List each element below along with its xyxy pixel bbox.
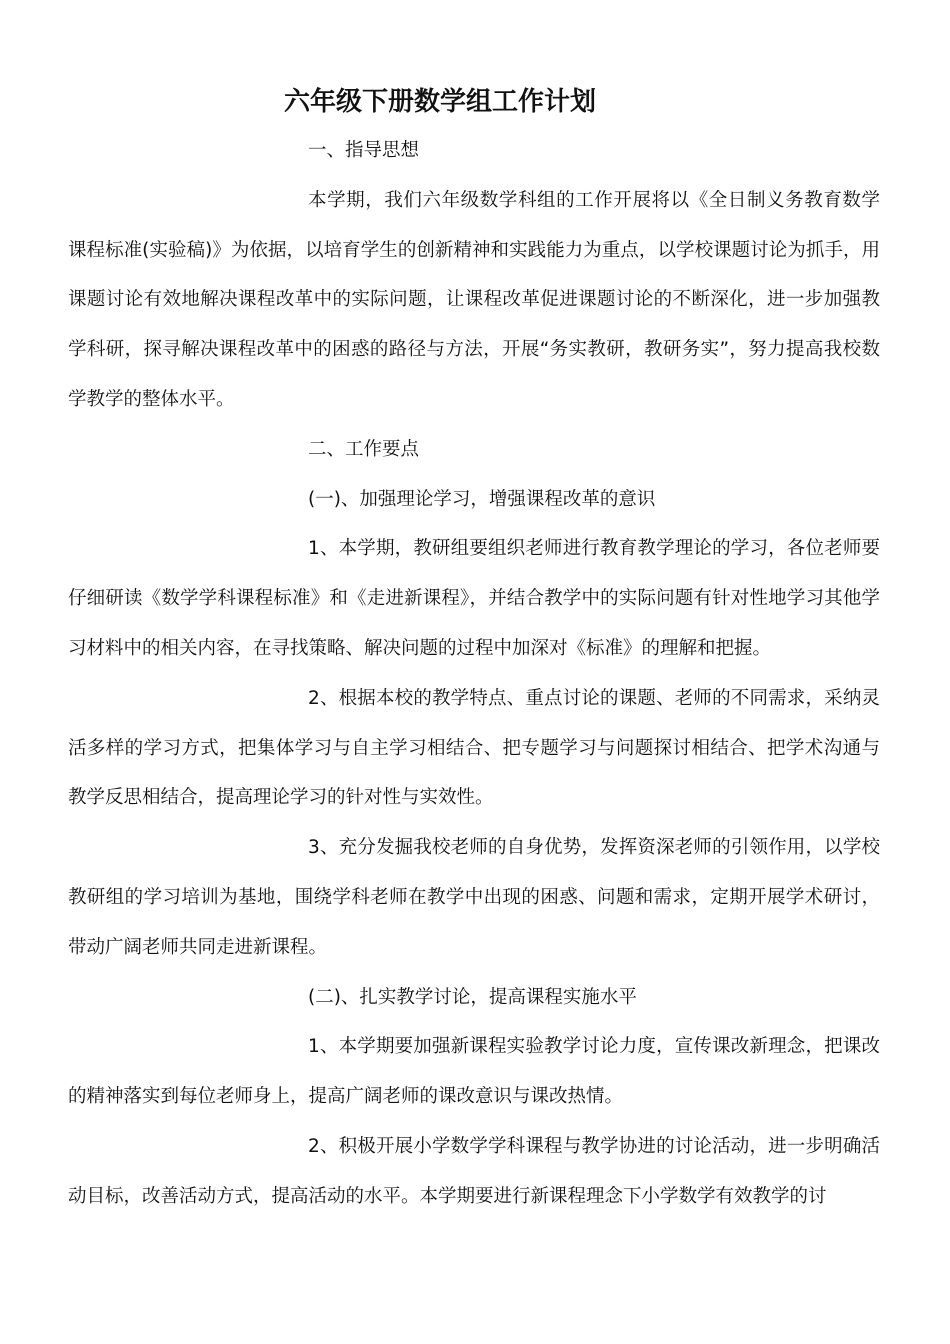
section-heading-work-points: 二、工作要点 [308, 438, 420, 460]
paragraph-guiding-ideology: 本学期，我们六年级数学科组的工作开展将以《全日制义务教育数学课程标准(实验稿)》为依据，以培育学生的创新精神和实践能力为重点，以学校课题讨论为抓手，用课题讨论有效地解决课程改革中的实际问题，让课程改革促进课题讨论的不断深化，进一步加强教学科研，探寻解决课程改革中的困惑的路径与方法，开展“务实教研，教研务实”，努力提高我校数学教学的整体水平。 [68, 189, 880, 410]
paragraph-theory-study-3: 3、充分发掘我校老师的自身优势，发挥资深老师的引领作用，以学校教研组的学习培训为基地，围绕学科老师在教学中出现的困惑、问题和需求，定期开展学术研讨，带动广阔老师共同走进新课程。 [68, 837, 880, 958]
document-body [68, 126, 880, 1222]
subsection-heading-teaching-research: (二)、扎实教学讨论，提高课程实施水平 [308, 986, 637, 1008]
paragraph-teaching-research-2: 2、积极开展小学数学学科课程与教学协进的讨论活动，进一步明确活动目标，改善活动方式，提高活动的水平。本学期要进行新课程理念下小学数学有效教学的讨 [68, 1135, 880, 1207]
paragraph-theory-study-2: 2、根据本校的教学特点、重点讨论的课题、老师的不同需求，采纳灵活多样的学习方式，把集体学习与自主学习相结合、把专题学习与问题探讨相结合、把学术沟通与教学反思相结合，提高理论学习的针对性与实效性。 [68, 687, 880, 809]
section-heading-guiding-ideology: 一、指导思想 [308, 140, 420, 161]
subsection-heading-theory-study: (一)、加强理论学习，增强课程改革的意识 [308, 488, 656, 510]
paragraph-theory-study-1: 1、本学期，教研组要组织老师进行教育教学理论的学习，各位老师要仔细研读《数学学科课程标准》和《走进新课程》，并结合教学中的实际问题有针对性地学习其他学习材料中的相关内容，在寻找策略、解决问题的过程中加深对《标准》的理解和把握。 [68, 538, 880, 659]
paragraph-teaching-research-1: 1、本学期要加强新课程实验教学讨论力度，宣传课改新理念，把课改的精神落实到每位老师身上，提高广阔老师的课改意识与课改热情。 [68, 1036, 880, 1108]
document-title: 六年级下册数学组工作计划 [283, 87, 596, 117]
